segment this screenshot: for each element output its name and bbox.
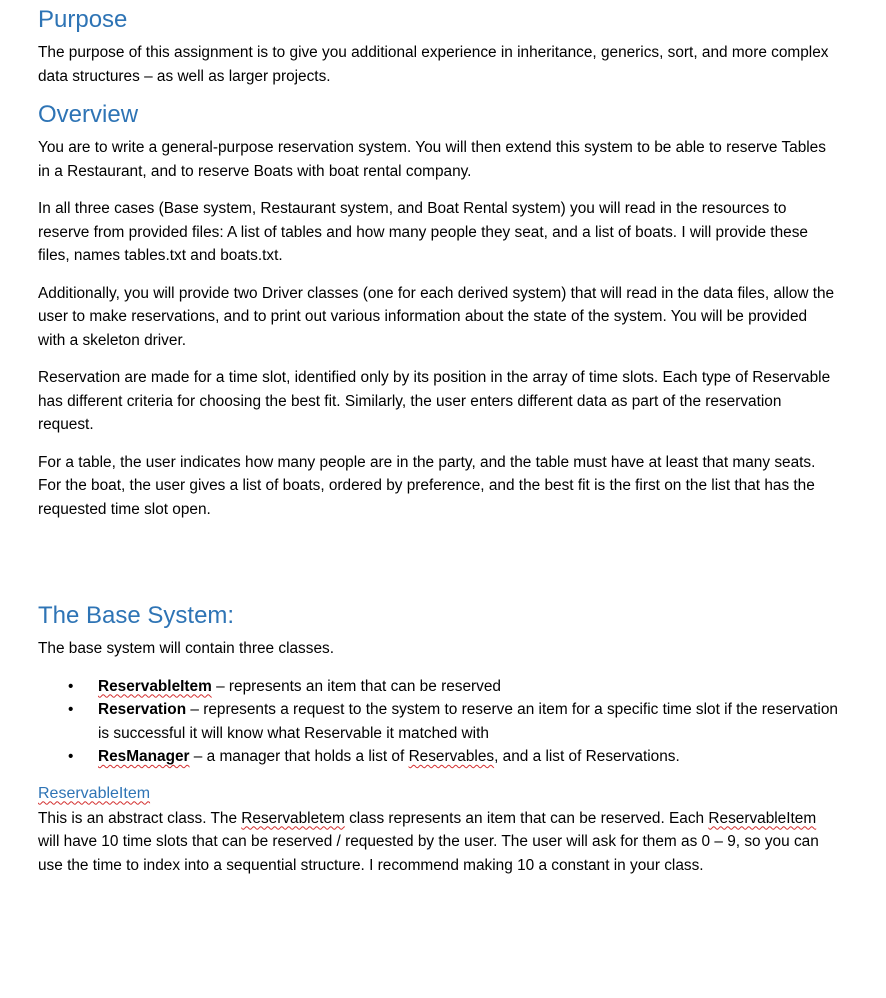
overview-paragraph-4: Reservation are made for a time slot, identified only by its position in the array of time slots. Each type of Reservable has different criteria for choosing the best fit. Similarly, the user enters different data as part of the reservation request. <box>38 369 831 433</box>
term-reservables: Reservables <box>408 748 495 765</box>
misspelled-word: Reservabletem <box>241 809 345 827</box>
term-reservable-item: ReservableItem <box>98 677 212 695</box>
misspelled-word: ReservableItem <box>708 809 817 827</box>
overview-paragraph-1: You are to write a general-purpose reservation system. You will then extend this system to be able to reserve Tables in a Restaurant, and to reserve Boats with boat rental company. <box>38 139 826 180</box>
list-item <box>38 698 838 745</box>
item-description: – represents a request to the system to reserve an item for a specific time slot if the reservation is successful it will know what Reservable it matched with <box>98 701 838 742</box>
heading-base-system: The Base System: <box>38 602 235 629</box>
bullet-icon: • <box>68 748 74 765</box>
term-res-manager: ResManager <box>98 748 190 765</box>
heading-purpose: Purpose <box>38 6 128 33</box>
bullet-icon: • <box>68 677 74 695</box>
class-list <box>38 675 838 769</box>
item-description-tail: , and a list of Reservations. <box>494 748 680 765</box>
paragraph-text: will have 10 time slots that can be reserved / requested by the user. The user will ask for them as 0 – 9, so you can use the time to index into a sequential structure. I recommend making 10 a constant in your class. <box>38 833 819 874</box>
list-item <box>38 675 838 699</box>
overview-paragraph-2: In all three cases (Base system, Restaurant system, and Boat Rental system) you will read in the resources to reserve from provided files: A list of tables and how many people they seat, and a list of boats. I will provide these files, names tables.txt and boats.txt. <box>38 200 808 264</box>
paragraph-text: This is an abstract class. The <box>38 809 242 827</box>
document-page <box>38 0 838 877</box>
reservable-item-paragraph <box>38 807 838 878</box>
heading-reservable-item: ReservableItem <box>38 784 151 802</box>
overview-paragraph-5: For a table, the user indicates how many people are in the party, and the table must have at least that many seats. For the boat, the user gives a list of boats, ordered by preference, and the best fit is the first on the list that has the requested time slot open. <box>38 453 816 518</box>
overview-paragraph-3: Additionally, you will provide two Driver classes (one for each derived system) that will read in the data files, allow the user to make reservations, and to print out various information about the state of the system. You will be provided with a skeleton driver. <box>38 284 835 349</box>
paragraph-text: class represents an item that can be reserved. Each <box>344 809 709 827</box>
base-system-intro: The base system will contain three classes. <box>38 640 334 657</box>
heading-overview: Overview <box>38 101 139 128</box>
term-reservation: Reservation <box>98 701 187 718</box>
purpose-paragraph: The purpose of this assignment is to give you additional experience in inheritance, generics, sort, and more complex data structures – as well as larger projects. <box>38 44 829 85</box>
item-description: – represents an item that can be reserved <box>211 677 501 695</box>
bullet-icon: • <box>68 701 74 718</box>
item-description: – a manager that holds a list of <box>189 748 409 765</box>
list-item <box>38 745 838 769</box>
